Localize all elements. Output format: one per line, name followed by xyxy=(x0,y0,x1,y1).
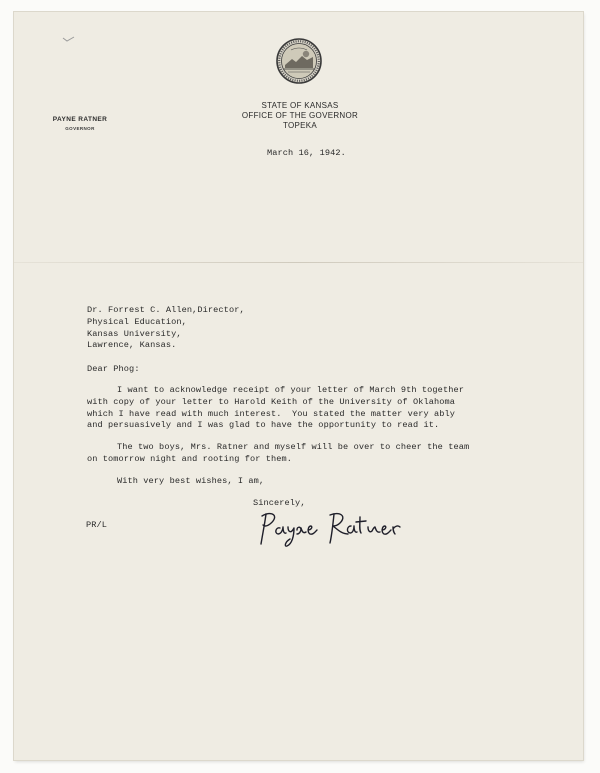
handwritten-signature-icon xyxy=(256,506,406,550)
letterhead-office: OFFICE OF THE GOVERNOR xyxy=(241,111,359,120)
letter-date: March 16, 1942. xyxy=(267,148,346,158)
body-line: which I have read with much interest. You stated the matter very ably xyxy=(87,409,455,419)
body-line: with copy of your letter to Harold Keith of the University of Oklahoma xyxy=(87,397,455,407)
body-line: The two boys, Mrs. Ratner and myself will be over to cheer the team xyxy=(117,442,470,452)
closing-line: With very best wishes, I am, xyxy=(117,476,265,486)
recipient-line: Dr. Forrest C. Allen,Director, xyxy=(87,305,245,315)
letterhead-city: TOPEKA xyxy=(282,121,318,130)
recipient-line: Lawrence, Kansas. xyxy=(87,340,177,350)
body-line: I want to acknowledge receipt of your letter of March 9th together xyxy=(117,385,464,395)
body-line: on tomorrow night and rooting for them. xyxy=(87,454,293,464)
governor-name: PAYNE RATNER xyxy=(52,116,108,123)
paper-fold-line xyxy=(14,262,583,263)
kansas-state-seal-icon xyxy=(276,38,322,84)
governor-title: GOVERNOR xyxy=(65,126,95,131)
recipient-line: Kansas University, xyxy=(87,329,182,339)
recipient-line: Physical Education, xyxy=(87,317,187,327)
reference-initials: PR/L xyxy=(86,520,108,530)
complimentary-close: Sincerely, xyxy=(253,498,306,508)
salutation: Dear Phog: xyxy=(87,364,140,374)
body-line: and persuasively and I was glad to have the opportunity to read it. xyxy=(87,420,440,430)
pencil-mark-icon xyxy=(62,36,76,42)
letterhead-state: STATE OF KANSAS xyxy=(261,101,339,110)
